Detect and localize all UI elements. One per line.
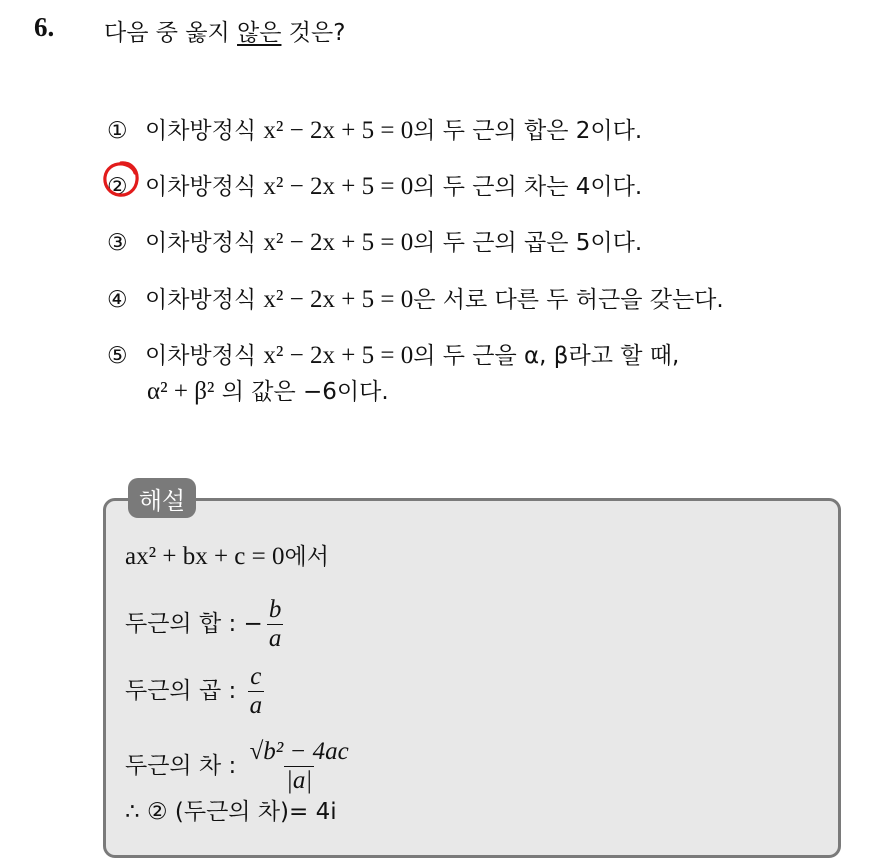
choice-math: x² − 2x + 5 = 0 bbox=[263, 286, 414, 313]
solution-conclusion: ∴ ② (두근의 차)= 4i bbox=[125, 799, 337, 825]
fraction-numerator: c bbox=[250, 663, 262, 690]
solution-line-equation bbox=[125, 538, 329, 571]
solution-line-sum bbox=[125, 596, 283, 653]
choice-mark: ② bbox=[107, 174, 128, 200]
choice-math: x² − 2x + 5 = 0 bbox=[263, 229, 414, 256]
choice-math: α² + β² bbox=[147, 378, 215, 405]
solution-text: 두근의 차 : bbox=[125, 753, 244, 779]
question-number: 6. bbox=[34, 12, 55, 42]
question-prefix: 다음 중 옳지 bbox=[104, 20, 238, 46]
fraction-denominator: a bbox=[268, 625, 282, 652]
choice-5-line-2 bbox=[147, 373, 389, 406]
choice-tail: 의 값은 −6이다. bbox=[214, 379, 389, 405]
question-suffix: 것은? bbox=[281, 20, 346, 46]
choice-head: 이차방정식 bbox=[145, 118, 264, 144]
solution-text: 에서 bbox=[284, 544, 329, 570]
fraction-denominator: |a| bbox=[286, 767, 313, 794]
fraction-denominator: a bbox=[249, 692, 263, 719]
choice-tail: 의 두 근의 합은 2이다. bbox=[413, 118, 643, 144]
choice-head: 이차방정식 bbox=[145, 343, 264, 369]
solution-line-product bbox=[125, 663, 264, 720]
choice-mark: ④ bbox=[107, 287, 128, 313]
choice-math: x² − 2x + 5 = 0 bbox=[263, 173, 414, 200]
solution-text: 두근의 합 : − bbox=[125, 611, 263, 637]
choice-4[interactable] bbox=[107, 281, 724, 314]
choice-2[interactable] bbox=[107, 168, 642, 201]
fraction bbox=[248, 738, 351, 795]
question-text bbox=[104, 14, 345, 47]
choice-1[interactable] bbox=[107, 112, 642, 145]
choice-mark: ③ bbox=[107, 230, 128, 256]
choice-head: 이차방정식 bbox=[145, 287, 264, 313]
fraction-numerator: b bbox=[268, 596, 282, 623]
fraction-numerator: √b² − 4ac bbox=[249, 738, 349, 765]
choice-5[interactable] bbox=[107, 337, 679, 370]
choice-mark: ① bbox=[107, 118, 128, 144]
choice-tail: 의 두 근을 α, β라고 할 때, bbox=[413, 343, 680, 369]
fraction bbox=[267, 596, 284, 653]
choice-tail: 은 서로 다른 두 허근을 갖는다. bbox=[413, 287, 724, 313]
choice-head: 이차방정식 bbox=[145, 174, 264, 200]
fraction bbox=[248, 663, 265, 720]
solution-line-difference bbox=[125, 738, 351, 795]
choice-mark: ⑤ bbox=[107, 343, 128, 369]
selected-answer-circle-icon bbox=[101, 159, 141, 199]
choice-math: x² − 2x + 5 = 0 bbox=[263, 117, 414, 144]
choice-3[interactable] bbox=[107, 224, 642, 257]
choice-math: x² − 2x + 5 = 0 bbox=[263, 342, 414, 369]
choice-tail: 의 두 근의 차는 4이다. bbox=[413, 174, 643, 200]
choice-head: 이차방정식 bbox=[145, 230, 264, 256]
question-underlined: 않은 bbox=[237, 20, 282, 46]
choice-tail: 의 두 근의 곱은 5이다. bbox=[413, 230, 643, 256]
solution-math: ax² + bx + c = 0 bbox=[125, 543, 285, 570]
solution-text: 두근의 곱 : bbox=[125, 678, 244, 704]
solution-label: 해설 bbox=[128, 478, 196, 518]
